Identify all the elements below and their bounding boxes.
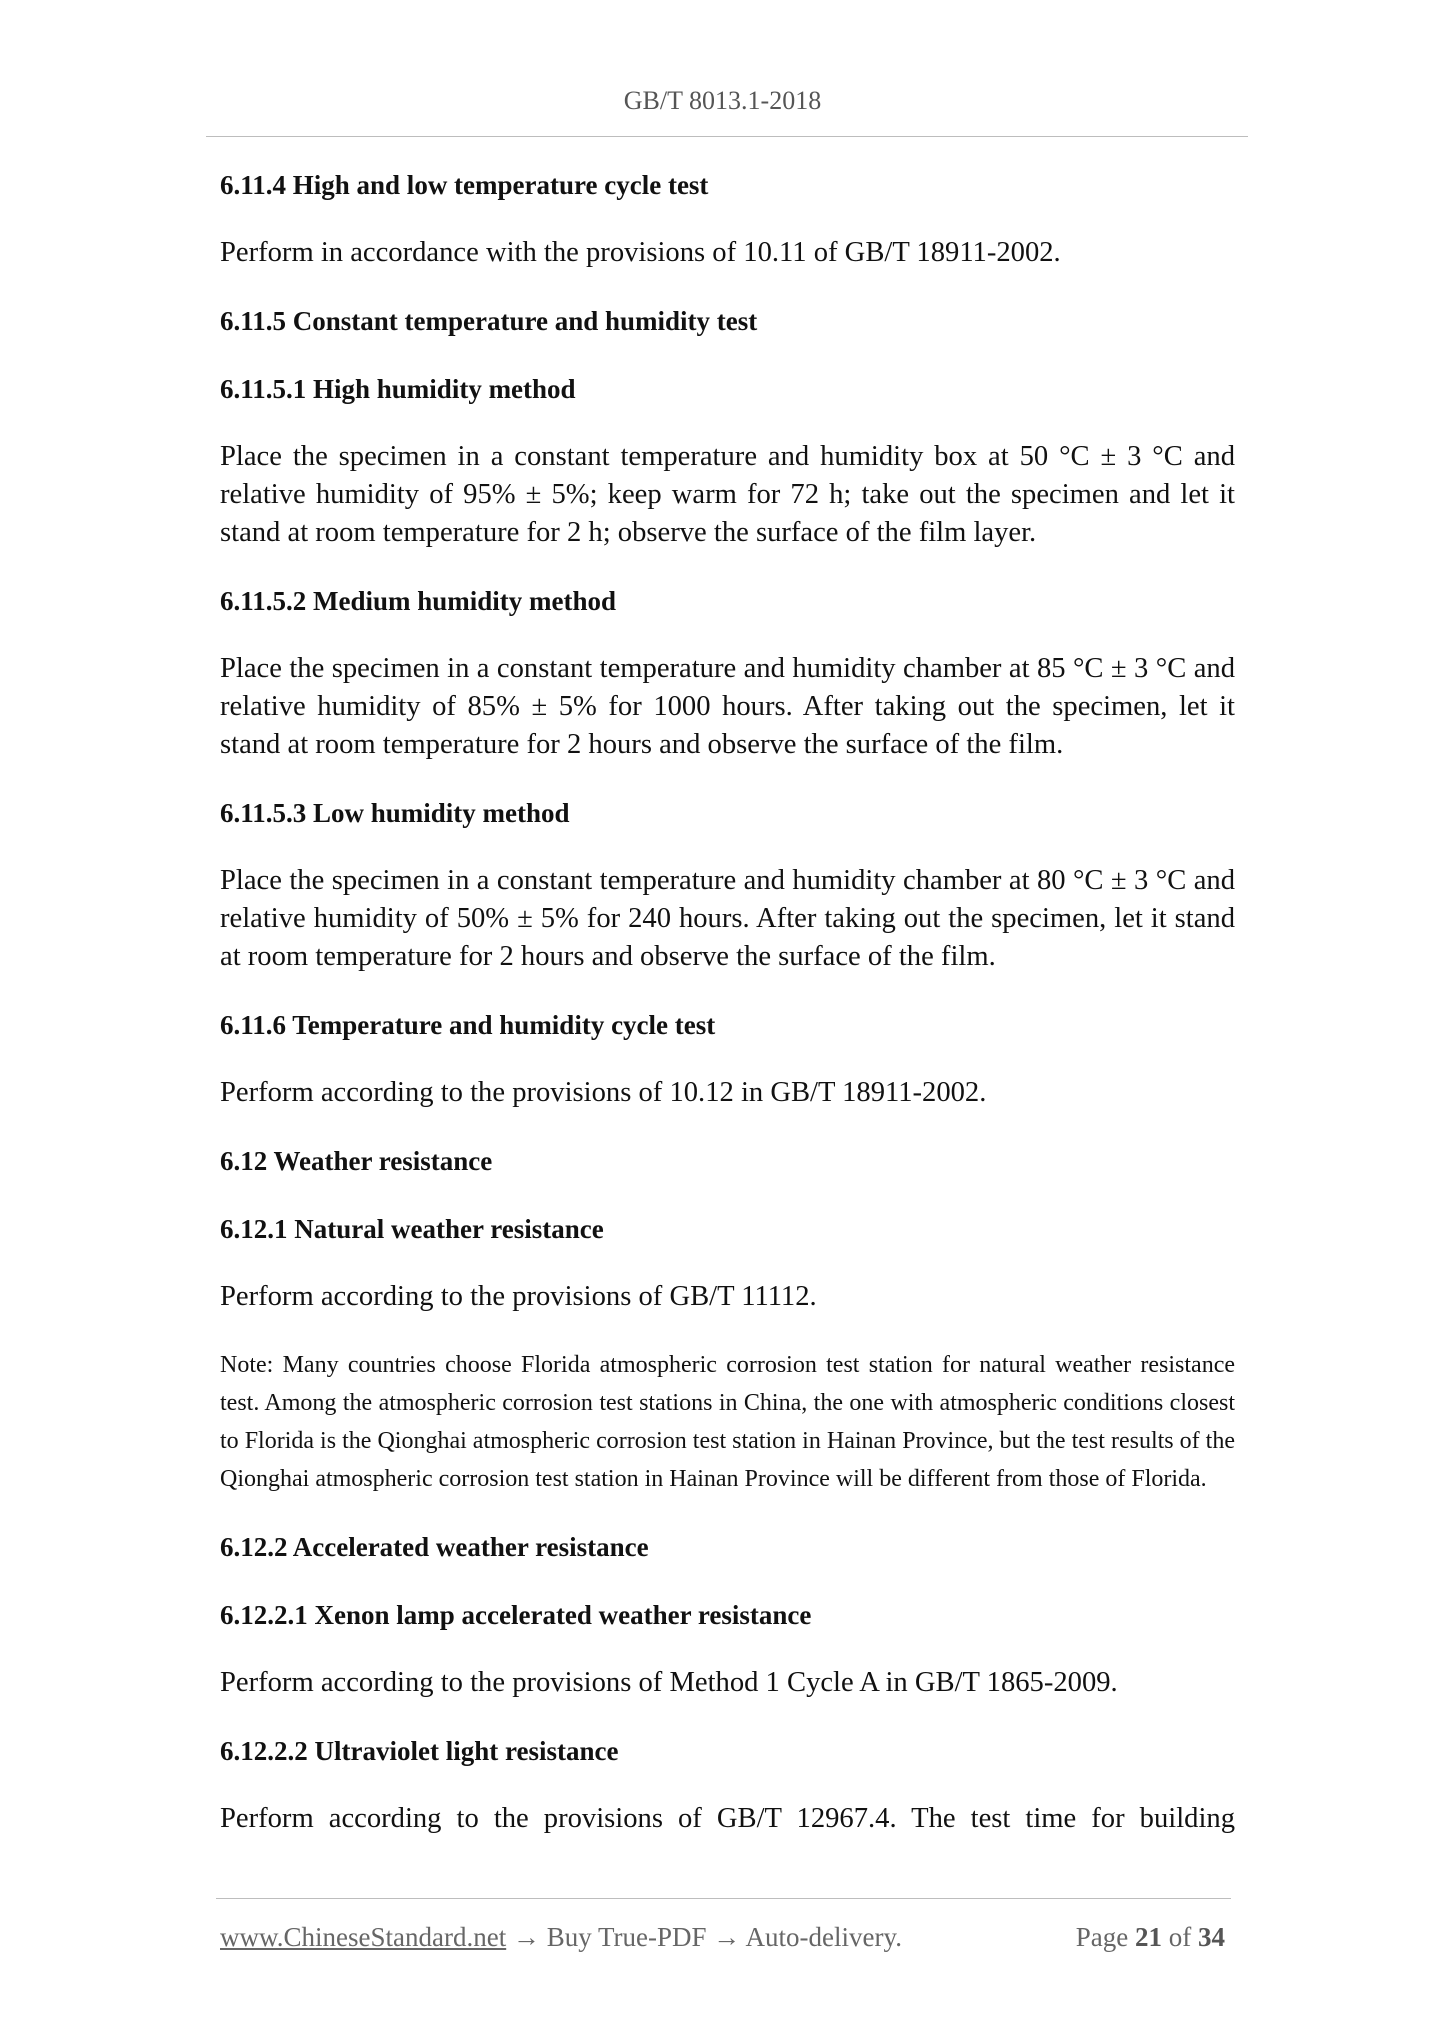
footer-divider [216,1898,1231,1899]
section-heading-6-11-5-3: 6.11.5.3 Low humidity method [220,798,570,828]
paragraph-6-12-2-1: Perform according to the provisions of Method 1 Cycle A in GB/T 1865-2009. [220,1667,1118,1698]
section-heading-6-11-5-1: 6.11.5.1 High humidity method [220,374,576,404]
footer-promo-text: → Buy True-PDF → Auto-delivery. [506,1922,902,1952]
document-body [220,166,1235,1838]
paragraph-6-11-5-1: Place the specimen in a constant temperature and humidity box at 50 °C ± 3 °C and relative humidity of 95% ± 5%; keep warm for 72 h; take out the specimen and let it stand at room temperature for 2 h; observe the surface of the film layer. [220,441,1235,548]
page-number [1076,1918,1225,1956]
footer-promo [220,1918,902,1956]
section-heading-6-12: 6.12 Weather resistance [220,1146,493,1176]
paragraph-6-11-6: Perform according to the provisions of 10.12 in GB/T 18911-2002. [220,1077,987,1108]
note-paragraph: Note: Many countries choose Florida atmospheric corrosion test station for natural weather resistance test. Among the atmospheric corrosion test stations in China, the one with atmospheric conditions closest to Florida is the Qionghai atmospheric corrosion test station in Hainan Province, but the test results of the Qionghai atmospheric corrosion test station in Hainan Province will be different from those of Florida. [220,1352,1235,1492]
section-heading-6-11-5-2: 6.11.5.2 Medium humidity method [220,586,617,616]
section-heading-6-11-6: 6.11.6 Temperature and humidity cycle test [220,1010,716,1040]
section-heading-6-11-4: 6.11.4 High and low temperature cycle test [220,170,709,200]
paragraph-6-12-1: Perform according to the provisions of GB/T 11112. [220,1281,817,1312]
paragraph-6-11-4: Perform in accordance with the provisions of 10.11 of GB/T 18911-2002. [220,237,1061,268]
paragraph-6-12-2-2: Perform according to the provisions of GB/T 12967.4. The test time for building [220,1803,1235,1834]
section-heading-6-12-2-1: 6.12.2.1 Xenon lamp accelerated weather resistance [220,1600,812,1630]
page-total: 34 [1198,1922,1225,1952]
paragraph-6-11-5-3: Place the specimen in a constant temperature and humidity chamber at 80 °C ± 3 °C and relative humidity of 50% ± 5% for 240 hours. After taking out the specimen, let it stand at room temperature for 2 hours and observe the surface of the film. [220,865,1235,972]
document-header: GB/T 8013.1-2018 [623,86,822,115]
section-heading-6-12-2: 6.12.2 Accelerated weather resistance [220,1532,649,1562]
page-word: Page [1075,1922,1129,1952]
section-heading-6-12-2-2: 6.12.2.2 Ultraviolet light resistance [220,1736,619,1766]
header-divider [206,136,1248,137]
of-word: of [1168,1922,1192,1952]
paragraph-6-11-5-2: Place the specimen in a constant temperature and humidity chamber at 85 °C ± 3 °C and relative humidity of 85% ± 5% for 1000 hours. After taking out the specimen, let it stand at room temperature for 2 hours and observe the surface of the film. [220,653,1235,760]
page-current: 21 [1135,1922,1162,1952]
site-link[interactable]: www.ChineseStandard.net [220,1922,507,1952]
section-heading-6-11-5: 6.11.5 Constant temperature and humidity test [220,306,758,336]
section-heading-6-12-1: 6.12.1 Natural weather resistance [220,1214,604,1244]
